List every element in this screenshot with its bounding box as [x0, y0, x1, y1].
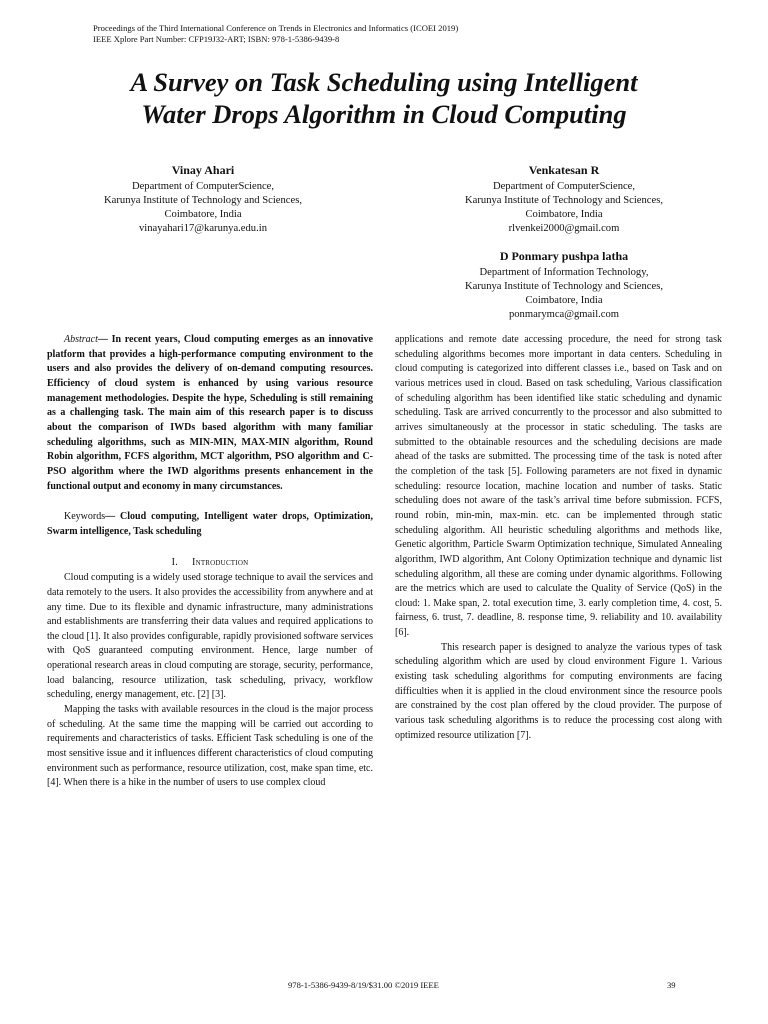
- section-heading-introduction: [47, 556, 373, 571]
- author-city: Coimbatore, India: [525, 295, 603, 306]
- body-paragraph-1: Cloud computing is a widely used storage technique to avail the services and data remotely to the users. It also provides the accessibility from anywhere and at any time. Due to its flexible and dynamic infrastructure, many administrations and establishments are transferring their data values and required applications to the cloud [1]. It also provides configurable, rapidly provisioned software services with QoS guaranteed computing environment. Hence, large number of operational research areas in cloud computing are storage, security, performance, load balancing, resource utilization, task scheduling, privacy, workflow scheduling, energy management, etc. [2] [3].: [47, 572, 374, 701]
- author-institution: Karunya Institute of Technology and Sciences,: [465, 281, 663, 292]
- abstract-text: — In recent years, Cloud computing emerges as an innovative platform that provides a high-performance computing environment to the users and also provides the delivery of on-demand computing resources. Efficiency of cloud system is enhanced by using various resource management methodologies. Despite the hype, Scheduling is still remaining as a challenging task. The main aim of this research paper is to discuss about the comparison of IWDs based algorithm with many familiar scheduling algorithms, such as MIN-MIN, MAX-MIN algorithm, Round Robin algorithm, FCFS algorithm, MCT algorithm, PSO algorithm and C-PSO algorithm where the IWD algorithms presents enhancement in the functional output and economy in many circumstances.: [47, 334, 373, 492]
- author-name: Venkatesan R: [528, 163, 600, 177]
- section-number: I.: [171, 556, 178, 568]
- author-city: Coimbatore, India: [164, 209, 242, 220]
- paper-title-line-2: Water Drops Algorithm in Cloud Computing: [141, 99, 627, 129]
- conference-isbn: IEEE Xplore Part Number: CFP19J32-ART; ISBN: 978-1-5386-9439-8: [93, 34, 340, 44]
- keywords-text: — Cloud computing, Intelligent water drops, Optimization, Swarm intelligence, Task scheduling: [47, 511, 373, 537]
- paper-title-line-1: A Survey on Task Scheduling using Intelligent: [130, 67, 638, 97]
- author-name: D Ponmary pushpa latha: [499, 249, 629, 263]
- author-email: vinayahari17@karunya.edu.in: [138, 223, 267, 234]
- abstract-label: Abstract: [64, 334, 98, 345]
- left-column: [47, 333, 373, 791]
- author-department: Department of ComputerScience,: [492, 181, 636, 192]
- author-institution: Karunya Institute of Technology and Sciences,: [465, 195, 663, 206]
- author-email: ponmarymca@gmail.com: [508, 309, 620, 320]
- body-paragraph-4: This research paper is designed to analyze the various types of task scheduling algorithm which are used by cloud environment Figure 1. Various existing task scheduling algorithms for computing environments are facing difficulties when it is applied in the cloud environment since the resource pools are constrained by the cost plan offered by the cloud provider. The purpose of various task scheduling algorithms is to reduce the processing cost along with optimized resource utilization [7].: [395, 641, 722, 741]
- section-title: Introduction: [191, 556, 249, 568]
- author-department: Department of Information Technology,: [479, 267, 649, 278]
- author-block-2: [434, 162, 694, 236]
- paper-title: [40, 66, 728, 130]
- author-name: Vinay Ahari: [171, 163, 235, 177]
- keywords-label: Keywords: [64, 511, 106, 523]
- right-column: [395, 333, 722, 743]
- author-department: Department of ComputerScience,: [131, 181, 275, 192]
- abstract: [47, 333, 373, 494]
- author-block-1: [73, 162, 333, 236]
- copyright-footer: 978-1-5386-9439-8/19/$31.00 ©2019 IEEE: [288, 980, 439, 990]
- body-paragraph-3: applications and remote date accessing procedure, the need for strong task scheduling algorithms becomes more important in data centers. Scheduling in cloud computing is categorized into different classes i.e., based on Task and on various metrices used in cloud. Based on task scheduling, Various classification of scheduling algorithm has been identified like static scheduling and dynamic scheduling. Task are arrived concurrently to the processor and also submitted to arrives simultaneously at the processor in static scheduling. The tasks are submitted to the obtainable resources and the scheduling decisions are made ahead of the tasks are submitted. The processing time of the task is noted after the completion of the task [5]. Following parameters are not fixed in dynamic scheduling: resource location, machine location and number of tasks. Static scheduling does not aware of the task’s arrival time before submission. FCFS, round robin, min-min, max-min. etc. can be implemented through static scheduling algorithm. All heuristic scheduling algorithms and methods like, Genetic algorithm, Particle Swarm Optimization technique, Simulated Annealing algorithm, IWD algorithm, Ant Colony Optimization technique and dynamic list scheduling algorithm, all these are coming under dynamic algorithms. Following are the metrics which are used to calculate the Quality of Service (QoS) in the cloud: 1. Make span, 2. total execution time, 3. early completion time, 4. cost, 5. fairness, 6. trust, 7. deadline, 8. response time, 9. reliability and 10. availability [6].: [395, 334, 722, 639]
- author-email: rlvenkei2000@gmail.com: [508, 223, 620, 234]
- author-city: Coimbatore, India: [525, 209, 603, 220]
- conference-header: [93, 23, 693, 45]
- author-institution: Karunya Institute of Technology and Sciences,: [104, 195, 302, 206]
- page-number: 39: [667, 980, 676, 990]
- author-block-3: [434, 248, 694, 322]
- body-paragraph-2: Mapping the tasks with available resources in the cloud is the major process of scheduling. At the same time the mapping will be carried out according to requirements and characteristics of tasks. Efficient Task scheduling is one of the most sensitive issue and it influences different characteristics of cloud computing environment such as performance, resource utilization, cost, make span time, etc. [4]. When there is a hike in the number of users to use complex cloud: [47, 704, 373, 789]
- conference-name: Proceedings of the Third International Conference on Trends in Electronics and Informatics (ICOEI 2019): [93, 23, 459, 33]
- keywords: [47, 510, 373, 539]
